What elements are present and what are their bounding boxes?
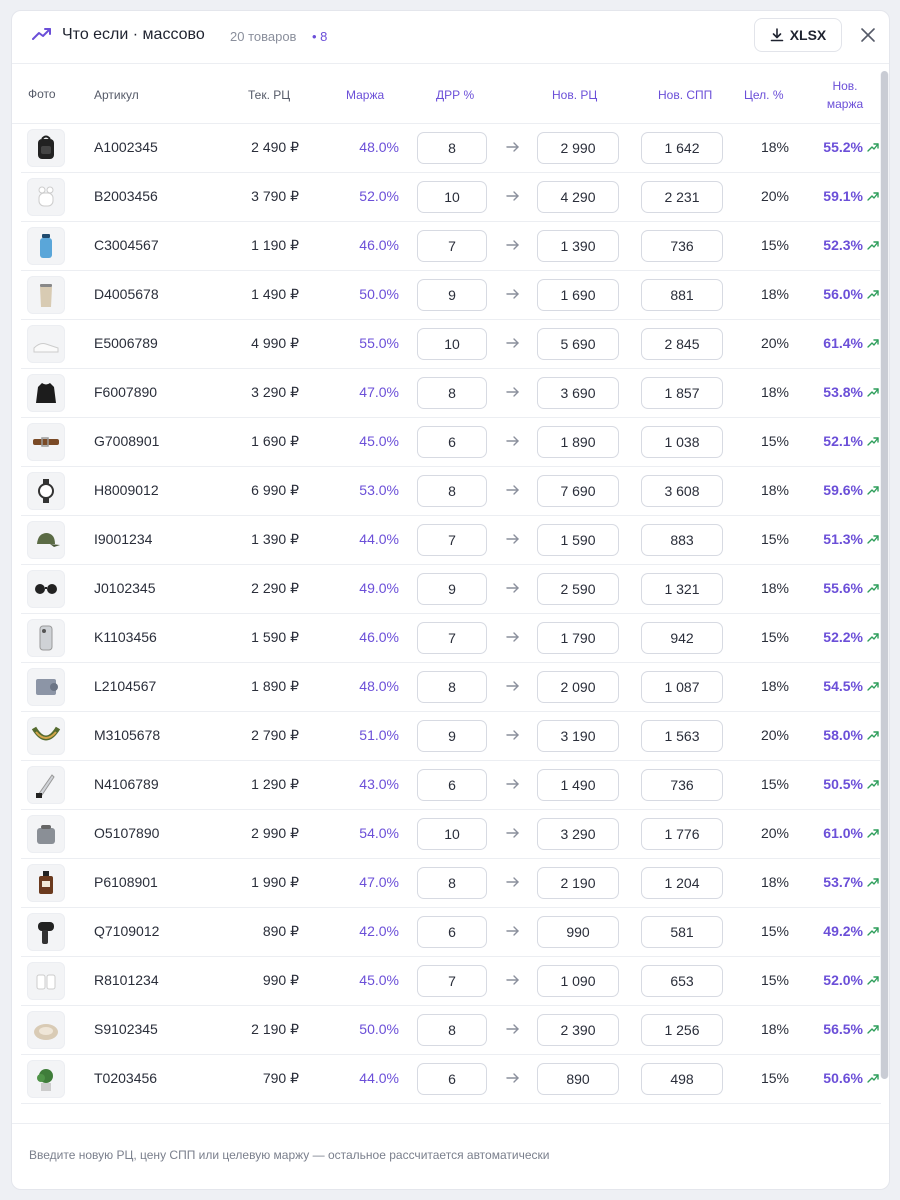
- target-cell: 18%: [760, 286, 790, 302]
- target-cell: 15%: [760, 776, 790, 792]
- trend-up-icon: [867, 583, 879, 593]
- sku-cell: N4106789: [94, 776, 159, 792]
- margin-cell: 48.0%: [359, 139, 399, 155]
- table-row: [21, 123, 881, 173]
- perfume-icon: [30, 867, 62, 899]
- new-spp-input[interactable]: 1 563: [641, 720, 723, 752]
- new-price-input[interactable]: 2 190: [537, 867, 619, 899]
- product-photo: [27, 472, 65, 510]
- margin-cell: 51.0%: [359, 727, 399, 743]
- margin-cell: 46.0%: [359, 237, 399, 253]
- target-cell: 20%: [760, 188, 790, 204]
- target-cell: 15%: [760, 531, 790, 547]
- product-photo: [27, 668, 65, 706]
- drr-input[interactable]: 10: [417, 818, 487, 850]
- new-spp-input[interactable]: 881: [641, 279, 723, 311]
- product-photo: [27, 423, 65, 461]
- new-spp-input[interactable]: 3 608: [641, 475, 723, 507]
- new-spp-input[interactable]: 653: [641, 965, 723, 997]
- margin-cell: 44.0%: [359, 1070, 399, 1086]
- arrow-right-icon: [506, 777, 520, 791]
- table-row: [21, 907, 881, 957]
- table-row: [21, 711, 881, 761]
- sku-cell: L2104567: [94, 678, 157, 694]
- margin-cell: 52.0%: [359, 188, 399, 204]
- current-price-cell: 4 990 ₽: [251, 335, 299, 351]
- sku-cell: I9001234: [94, 531, 153, 547]
- trend-up-icon: [867, 191, 879, 201]
- table-row: [21, 270, 881, 320]
- current-price-cell: 2 990 ₽: [251, 825, 299, 841]
- arrow-right-icon: [506, 238, 520, 252]
- hoodie-icon: [30, 377, 62, 409]
- new-margin-cell: 54.5%: [823, 678, 863, 694]
- new-margin-cell: 59.6%: [823, 482, 863, 498]
- current-price-cell: 1 290 ₽: [251, 776, 299, 792]
- drr-input[interactable]: 6: [417, 769, 487, 801]
- drr-input[interactable]: 8: [417, 867, 487, 899]
- sku-cell: E5006789: [94, 335, 158, 351]
- margin-cell: 54.0%: [359, 825, 399, 841]
- yoga-mat-icon: [30, 671, 62, 703]
- new-price-input[interactable]: 3 690: [537, 377, 619, 409]
- backpack-icon: [30, 132, 62, 164]
- col-new-margin-line2: маржа: [826, 97, 864, 111]
- target-cell: 15%: [760, 972, 790, 988]
- panel-title: Что если · массово: [62, 26, 205, 43]
- new-price-input[interactable]: 5 690: [537, 328, 619, 360]
- new-margin-cell: 56.0%: [823, 286, 863, 302]
- toiletry-bag-icon: [30, 818, 62, 850]
- current-price-cell: 1 890 ₽: [251, 678, 299, 694]
- new-price-input[interactable]: 3 190: [537, 720, 619, 752]
- arrow-right-icon: [506, 434, 520, 448]
- sku-cell: R8101234: [94, 972, 159, 988]
- new-margin-cell: 50.5%: [823, 776, 863, 792]
- product-photo: [27, 276, 65, 314]
- drr-input[interactable]: 7: [417, 622, 487, 654]
- panel-header: [12, 11, 889, 64]
- new-spp-input[interactable]: 1 321: [641, 573, 723, 605]
- current-price-cell: 1 690 ₽: [251, 433, 299, 449]
- sku-cell: G7008901: [94, 433, 160, 449]
- margin-cell: 49.0%: [359, 580, 399, 596]
- sku-cell: D4005678: [94, 286, 159, 302]
- new-margin-cell: 52.1%: [823, 433, 863, 449]
- pet-bed-icon: [30, 1014, 62, 1046]
- new-spp-input[interactable]: 1 038: [641, 426, 723, 458]
- water-bottle-icon: [30, 230, 62, 262]
- product-photo: [27, 374, 65, 412]
- arrow-right-icon: [506, 287, 520, 301]
- current-price-cell: 1 590 ₽: [251, 629, 299, 645]
- table-row: [21, 417, 881, 467]
- product-photo: [27, 766, 65, 804]
- arrow-right-icon: [506, 140, 520, 154]
- sku-cell: H8009012: [94, 482, 159, 498]
- new-spp-input[interactable]: 942: [641, 622, 723, 654]
- sku-cell: S9102345: [94, 1021, 158, 1037]
- trend-up-icon: [867, 289, 879, 299]
- new-margin-cell: 55.2%: [823, 139, 863, 155]
- download-icon: [770, 28, 784, 42]
- table-row: [21, 221, 881, 271]
- new-spp-input[interactable]: 498: [641, 1063, 723, 1095]
- table-row: [21, 662, 881, 712]
- col-new-margin-line1: Нов.: [832, 79, 858, 93]
- current-price-cell: 1 990 ₽: [251, 874, 299, 890]
- sneakers-icon: [30, 328, 62, 360]
- trend-up-icon: [867, 387, 879, 397]
- margin-cell: 55.0%: [359, 335, 399, 351]
- product-photo: [27, 717, 65, 755]
- sku-cell: Q7109012: [94, 923, 160, 939]
- sunglasses-icon: [30, 573, 62, 605]
- new-spp-input[interactable]: 736: [641, 230, 723, 262]
- drr-input[interactable]: 8: [417, 377, 487, 409]
- margin-cell: 48.0%: [359, 678, 399, 694]
- watch-icon: [30, 475, 62, 507]
- product-photo: [27, 178, 65, 216]
- arrow-right-icon: [506, 924, 520, 938]
- col-photo: Фото: [28, 87, 56, 101]
- target-cell: 15%: [760, 923, 790, 939]
- new-margin-cell: 59.1%: [823, 188, 863, 204]
- drr-input[interactable]: 8: [417, 671, 487, 703]
- target-cell: 20%: [760, 335, 790, 351]
- margin-cell: 50.0%: [359, 286, 399, 302]
- drr-input[interactable]: 7: [417, 524, 487, 556]
- new-margin-cell: 53.7%: [823, 874, 863, 890]
- trend-up-icon: [867, 338, 879, 348]
- new-margin-cell: 51.3%: [823, 531, 863, 547]
- new-price-input[interactable]: 890: [537, 1063, 619, 1095]
- new-price-input[interactable]: 1 890: [537, 426, 619, 458]
- sku-cell: J0102345: [94, 580, 156, 596]
- trend-up-icon: [867, 779, 879, 789]
- margin-cell: 46.0%: [359, 629, 399, 645]
- new-margin-cell: 52.2%: [823, 629, 863, 645]
- arrow-right-icon: [506, 973, 520, 987]
- new-price-input[interactable]: 2 390: [537, 1014, 619, 1046]
- new-margin-cell: 53.8%: [823, 384, 863, 400]
- current-price-cell: 1 490 ₽: [251, 286, 299, 302]
- product-photo: [27, 619, 65, 657]
- current-price-cell: 2 490 ₽: [251, 139, 299, 155]
- new-spp-input[interactable]: 581: [641, 916, 723, 948]
- knife-icon: [30, 769, 62, 801]
- arrow-right-icon: [506, 630, 520, 644]
- table-row: [21, 564, 881, 614]
- product-photo: [27, 913, 65, 951]
- table-header: [12, 63, 880, 124]
- export-xlsx-button[interactable]: [754, 18, 842, 52]
- product-photo: [27, 521, 65, 559]
- trend-up-icon: [867, 534, 879, 544]
- new-margin-cell: 56.5%: [823, 1021, 863, 1037]
- changed-count-badge: • 8: [312, 29, 328, 44]
- drr-input[interactable]: 10: [417, 328, 487, 360]
- new-price-input[interactable]: 1 590: [537, 524, 619, 556]
- drr-input[interactable]: 6: [417, 916, 487, 948]
- new-margin-cell: 61.4%: [823, 335, 863, 351]
- new-price-input[interactable]: 7 690: [537, 475, 619, 507]
- table-row: [21, 466, 881, 516]
- trend-up-icon: [867, 926, 879, 936]
- product-photo: [27, 962, 65, 1000]
- margin-cell: 44.0%: [359, 531, 399, 547]
- new-margin-cell: 52.0%: [823, 972, 863, 988]
- sku-cell: F6007890: [94, 384, 158, 400]
- current-price-cell: 990 ₽: [262, 972, 299, 988]
- arrow-right-icon: [506, 581, 520, 595]
- target-cell: 18%: [760, 384, 790, 400]
- new-margin-cell: 50.6%: [823, 1070, 863, 1086]
- trend-up-icon: [867, 240, 879, 250]
- current-price-cell: 790 ₽: [262, 1070, 299, 1086]
- current-price-cell: 3 790 ₽: [251, 188, 299, 204]
- table-row: [21, 319, 881, 369]
- drr-input[interactable]: 8: [417, 132, 487, 164]
- table-row: [21, 858, 881, 908]
- table-row: [21, 1005, 881, 1055]
- drr-input[interactable]: 7: [417, 230, 487, 262]
- chargers-icon: [30, 965, 62, 997]
- drr-input[interactable]: 9: [417, 279, 487, 311]
- trend-up-icon: [867, 1024, 879, 1034]
- new-price-input[interactable]: 1 690: [537, 279, 619, 311]
- sku-cell: O5107890: [94, 825, 160, 841]
- drr-input[interactable]: 10: [417, 181, 487, 213]
- close-icon[interactable]: [858, 25, 878, 45]
- trend-up-icon: [867, 975, 879, 985]
- margin-cell: 45.0%: [359, 972, 399, 988]
- new-margin-cell: 58.0%: [823, 727, 863, 743]
- product-photo: [27, 815, 65, 853]
- margin-cell: 47.0%: [359, 384, 399, 400]
- arrow-right-icon: [506, 1022, 520, 1036]
- col-drr: ДРР %: [436, 88, 475, 102]
- product-photo: [27, 129, 65, 167]
- new-price-input[interactable]: 3 290: [537, 818, 619, 850]
- col-margin: Маржа: [346, 88, 385, 102]
- arrow-right-icon: [506, 336, 520, 350]
- margin-cell: 50.0%: [359, 1021, 399, 1037]
- margin-cell: 45.0%: [359, 433, 399, 449]
- col-current-price: Тек. РЦ: [248, 88, 291, 102]
- table-row: [21, 760, 881, 810]
- product-photo: [27, 570, 65, 608]
- product-photo: [27, 1060, 65, 1098]
- margin-cell: 53.0%: [359, 482, 399, 498]
- new-margin-cell: 49.2%: [823, 923, 863, 939]
- new-spp-input[interactable]: 736: [641, 769, 723, 801]
- new-spp-input[interactable]: 1 204: [641, 867, 723, 899]
- hammock-icon: [30, 720, 62, 752]
- current-price-cell: 6 990 ₽: [251, 482, 299, 498]
- target-cell: 18%: [760, 678, 790, 694]
- target-cell: 18%: [760, 874, 790, 890]
- arrow-right-icon: [506, 385, 520, 399]
- new-price-input[interactable]: 2 590: [537, 573, 619, 605]
- current-price-cell: 2 790 ₽: [251, 727, 299, 743]
- new-price-input[interactable]: 2 090: [537, 671, 619, 703]
- target-cell: 18%: [760, 139, 790, 155]
- product-photo: [27, 1011, 65, 1049]
- new-spp-input[interactable]: 2 231: [641, 181, 723, 213]
- table-row: [21, 368, 881, 418]
- tumbler-icon: [30, 279, 62, 311]
- drr-input[interactable]: 7: [417, 965, 487, 997]
- sku-cell: A1002345: [94, 139, 158, 155]
- earbuds-icon: [30, 181, 62, 213]
- sku-cell: P6108901: [94, 874, 158, 890]
- new-margin-cell: 52.3%: [823, 237, 863, 253]
- current-price-cell: 3 290 ₽: [251, 384, 299, 400]
- new-price-input[interactable]: 1 390: [537, 230, 619, 262]
- new-price-input[interactable]: 1 790: [537, 622, 619, 654]
- current-price-cell: 890 ₽: [262, 923, 299, 939]
- sku-cell: B2003456: [94, 188, 158, 204]
- target-cell: 15%: [760, 237, 790, 253]
- col-new-spp: Нов. СПП: [658, 88, 713, 102]
- current-price-cell: 2 290 ₽: [251, 580, 299, 596]
- footer-hint: Введите новую РЦ, цену СПП или целевую маржу — остальное рассчитается автоматически: [29, 1148, 550, 1162]
- new-price-input[interactable]: 1 490: [537, 769, 619, 801]
- trend-up-icon: [867, 877, 879, 887]
- arrow-right-icon: [506, 189, 520, 203]
- table-row: [21, 515, 881, 565]
- plant-icon: [30, 1063, 62, 1095]
- hair-dryer-icon: [30, 916, 62, 948]
- sku-cell: K1103456: [94, 629, 157, 645]
- new-price-input[interactable]: 1 090: [537, 965, 619, 997]
- target-cell: 18%: [760, 580, 790, 596]
- trend-up-icon: [867, 730, 879, 740]
- new-price-input[interactable]: 990: [537, 916, 619, 948]
- trend-up-icon: [867, 632, 879, 642]
- drr-input[interactable]: 9: [417, 573, 487, 605]
- drr-input[interactable]: 6: [417, 1063, 487, 1095]
- target-cell: 15%: [760, 629, 790, 645]
- table-row: [21, 613, 881, 663]
- trend-up-icon: [867, 1073, 879, 1083]
- panel-footer: [12, 1123, 889, 1190]
- current-price-cell: 1 190 ₽: [251, 237, 299, 253]
- arrow-right-icon: [506, 483, 520, 497]
- table-row: [21, 172, 881, 222]
- cap-icon: [30, 524, 62, 556]
- arrow-right-icon: [506, 728, 520, 742]
- belt-icon: [30, 426, 62, 458]
- current-price-cell: 1 390 ₽: [251, 531, 299, 547]
- new-margin-cell: 61.0%: [823, 825, 863, 841]
- sku-cell: T0203456: [94, 1070, 158, 1086]
- item-count: 20 товаров: [230, 29, 297, 44]
- trend-up-icon: [867, 142, 879, 152]
- trend-up-icon: [867, 485, 879, 495]
- table-row: [21, 1054, 881, 1104]
- product-photo: [27, 227, 65, 265]
- new-price-input[interactable]: 4 290: [537, 181, 619, 213]
- what-if-panel: [11, 10, 890, 1190]
- sku-cell: C3004567: [94, 237, 159, 253]
- trend-up-icon: [867, 828, 879, 838]
- new-margin-cell: 55.6%: [823, 580, 863, 596]
- new-spp-input[interactable]: 1 857: [641, 377, 723, 409]
- new-spp-input[interactable]: 1 642: [641, 132, 723, 164]
- target-cell: 15%: [760, 433, 790, 449]
- export-label: XLSX: [789, 27, 827, 43]
- product-photo: [27, 864, 65, 902]
- drr-input[interactable]: 8: [417, 1014, 487, 1046]
- sku-cell: M3105678: [94, 727, 161, 743]
- col-new-price: Нов. РЦ: [552, 88, 598, 102]
- target-cell: 18%: [760, 482, 790, 498]
- phone-case-icon: [30, 622, 62, 654]
- arrow-right-icon: [506, 875, 520, 889]
- current-price-cell: 2 190 ₽: [251, 1021, 299, 1037]
- margin-cell: 47.0%: [359, 874, 399, 890]
- drr-input[interactable]: 9: [417, 720, 487, 752]
- trend-up-icon: [32, 27, 52, 41]
- new-spp-input[interactable]: 2 845: [641, 328, 723, 360]
- arrow-right-icon: [506, 826, 520, 840]
- table-row: [21, 809, 881, 859]
- trend-up-icon: [867, 681, 879, 691]
- target-cell: 18%: [760, 1021, 790, 1037]
- new-spp-input[interactable]: 1 256: [641, 1014, 723, 1046]
- arrow-right-icon: [506, 1071, 520, 1085]
- col-sku: Артикул: [94, 88, 139, 102]
- margin-cell: 42.0%: [359, 923, 399, 939]
- target-cell: 20%: [760, 825, 790, 841]
- arrow-right-icon: [506, 679, 520, 693]
- scrollbar[interactable]: [880, 71, 889, 1079]
- col-new-margin: [820, 77, 870, 113]
- target-cell: 15%: [760, 1070, 790, 1086]
- trend-up-icon: [867, 436, 879, 446]
- col-target: Цел. %: [744, 88, 784, 102]
- arrow-right-icon: [506, 532, 520, 546]
- margin-cell: 43.0%: [359, 776, 399, 792]
- product-photo: [27, 325, 65, 363]
- new-price-input[interactable]: 2 990: [537, 132, 619, 164]
- scrollbar-thumb[interactable]: [881, 71, 888, 1079]
- new-spp-input[interactable]: 1 087: [641, 671, 723, 703]
- table-row: [21, 956, 881, 1006]
- drr-input[interactable]: 8: [417, 475, 487, 507]
- drr-input[interactable]: 6: [417, 426, 487, 458]
- new-spp-input[interactable]: 1 776: [641, 818, 723, 850]
- new-spp-input[interactable]: 883: [641, 524, 723, 556]
- target-cell: 20%: [760, 727, 790, 743]
